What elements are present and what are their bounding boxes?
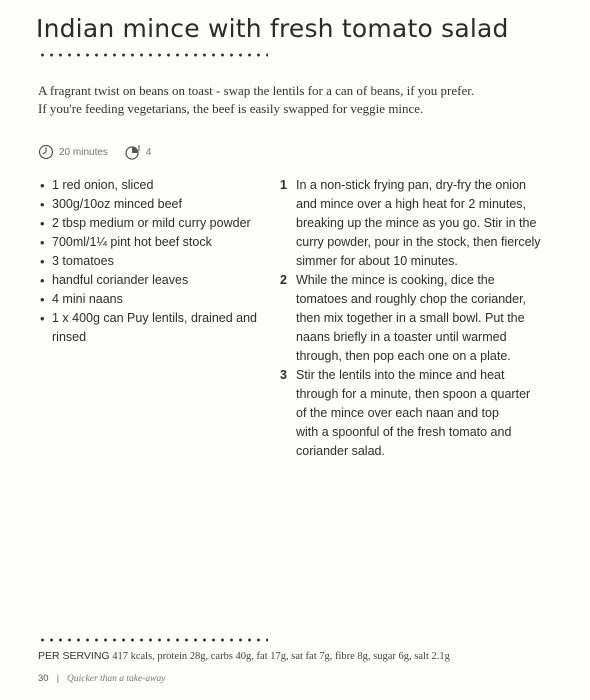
recipe-title: Indian mince with fresh tomato salad	[36, 14, 509, 43]
step-text: In a non-stick frying pan, dry-fry the onion and mince over a high heat for 2 minutes, breaking up the mince as you go. Stir in the curry powder, pour in the stock, then fiercely simmer for about 10 minutes.	[296, 178, 541, 268]
method-step-1	[280, 176, 590, 271]
intro-line-1: A fragrant twist on beans on toast - swap the lentils for a can of beans, if you prefer.	[38, 83, 475, 98]
serves-count: 4	[145, 146, 152, 158]
nutrition-lead: PER SERVING	[38, 650, 110, 662]
nutrition-values: 417 kcals, protein 28g, carbs 40g, fat 17g, sat fat 7g, fibre 8g, sugar 6g, salt 2.1g	[112, 651, 450, 662]
ingredients-list	[38, 176, 273, 347]
clock-icon	[38, 144, 54, 160]
method-step-3	[280, 366, 590, 461]
serves-icon	[124, 144, 142, 160]
ingredient-item: • 4 mini naans	[38, 290, 273, 309]
ingredient-item: • 700ml/1¼ pint hot beef stock	[38, 233, 273, 252]
nutrition-info	[38, 650, 590, 662]
prep-time: 20 minutes	[59, 146, 108, 158]
dotted-divider-top	[38, 52, 268, 58]
step-number: 3	[280, 368, 287, 382]
footer-separator: |	[56, 673, 60, 684]
page-footer	[38, 673, 165, 684]
ingredient-item: • 1 x 400g can Puy lentils, drained and rinsed	[38, 309, 273, 347]
method-step-2	[280, 271, 590, 366]
ingredient-item: • 1 red onion, sliced	[38, 176, 273, 195]
intro-line-2: If you're feeding vegetarians, the beef is easily swapped for veggie mince.	[38, 101, 424, 116]
ingredient-item: • handful coriander leaves	[38, 271, 273, 290]
recipe-intro	[38, 82, 590, 118]
section-title: Quicker than a take-away	[67, 673, 166, 684]
page-number: 30	[38, 673, 49, 684]
ingredient-item: • 2 tbsp medium or mild curry powder	[38, 214, 273, 233]
method-steps	[280, 176, 590, 461]
step-number: 2	[280, 273, 287, 287]
ingredient-item: • 3 tomatoes	[38, 252, 273, 271]
recipe-meta	[38, 142, 151, 162]
step-number: 1	[280, 178, 287, 192]
ingredient-item: • 300g/10oz minced beef	[38, 195, 273, 214]
step-text: While the mince is cooking, dice the tomatoes and roughly chop the coriander, then mix together in a small bowl. Put the naans briefly in a toaster until warmed through, then pop each one on a plate.	[296, 273, 527, 363]
dotted-divider-bottom	[38, 637, 268, 643]
step-text: Stir the lentils into the mince and heat through for a minute, then spoon a quarter of the mince over each naan and top with a spoonful of the fresh tomato and coriander salad.	[296, 368, 531, 458]
